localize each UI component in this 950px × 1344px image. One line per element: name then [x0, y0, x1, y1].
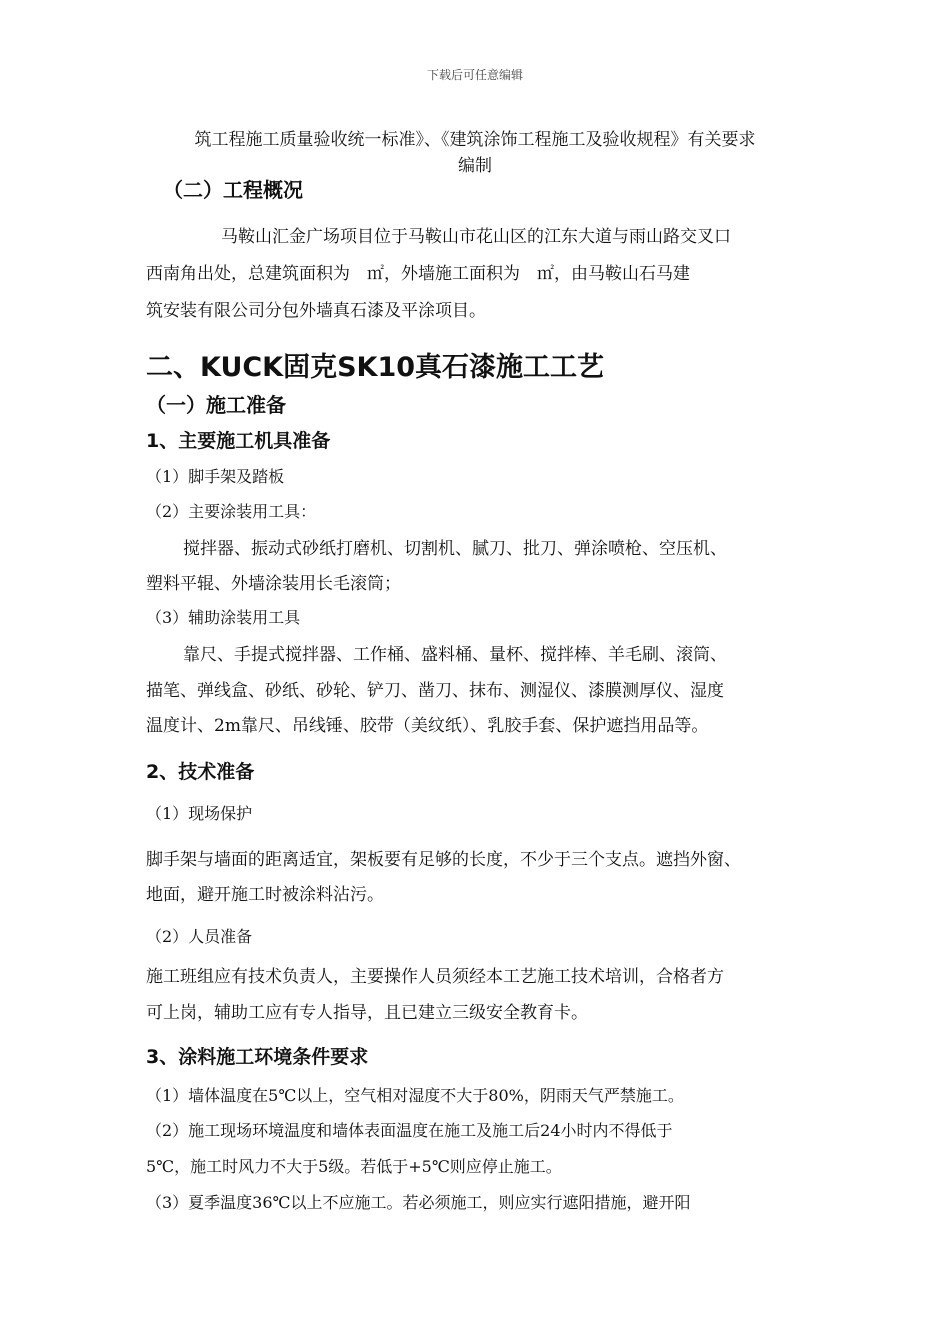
- tools-item-2-line-2: 塑料平辊、外墙涂装用长毛滚筒；: [146, 574, 401, 594]
- intro-line-2: 编制: [458, 156, 492, 176]
- overview-heading: （二）工程概况: [163, 178, 303, 202]
- tools-heading: 1、主要施工机具准备: [146, 430, 331, 452]
- prep-heading: （一）施工准备: [146, 393, 286, 417]
- env-line-3: 5℃，施工时风力不大于5级。若低于+5℃则应停止施工。: [146, 1157, 562, 1176]
- env-line-4: （3）夏季温度36℃以上不应施工。若必须施工，则应实行遮阳措施，避开阳: [146, 1193, 691, 1212]
- tools-item-2-line-1: 搅拌器、振动式砂纸打磨机、切割机、腻刀、批刀、弹涂喷枪、空压机、: [183, 539, 727, 559]
- tech-heading: 2、技术准备: [146, 761, 255, 783]
- section-title: 二、KUCK固克SK10真石漆施工工艺: [146, 352, 605, 383]
- overview-line-1: 马鞍山汇金广场项目位于马鞍山市花山区的江东大道与雨山路交叉口: [221, 227, 731, 247]
- tech-item-2: （2）人员准备: [146, 927, 253, 946]
- tools-item-2: （2）主要涂装用工具：: [146, 502, 317, 521]
- tech-item-2-line-2: 可上岗，辅助工应有专人指导，且已建立三级安全教育卡。: [146, 1003, 588, 1023]
- tech-item-1-line-2: 地面，避开施工时被涂料沾污。: [146, 885, 384, 905]
- tools-item-3: （3）辅助涂装用工具: [146, 608, 301, 627]
- env-line-2: （2）施工现场环境温度和墙体表面温度在施工及施工后24小时内不得低于: [146, 1121, 673, 1140]
- tech-item-1: （1）现场保护: [146, 804, 253, 823]
- tools-item-3-line-1: 靠尺、手提式搅拌器、工作桶、盛料桶、量杯、搅拌棒、羊毛刷、滚筒、: [183, 645, 727, 665]
- overview-line-3: 筑安装有限公司分包外墙真石漆及平涂项目。: [146, 301, 486, 321]
- env-line-1: （1）墙体温度在5℃以上，空气相对湿度不大于80%，阴雨天气严禁施工。: [146, 1086, 684, 1105]
- intro-line-1: 筑工程施工质量验收统一标准》、《建筑涂饰工程施工及验收规程》有关要求: [194, 130, 756, 150]
- tools-item-3-line-3: 温度计、2m靠尺、吊线锤、胶带（美纹纸）、乳胶手套、保护遮挡用品等。: [146, 716, 709, 736]
- tech-item-2-line-1: 施工班组应有技术负责人，主要操作人员须经本工艺施工技术培训，合格者方: [146, 967, 724, 987]
- page-header: 下载后可任意编辑: [426, 68, 523, 82]
- tools-item-1: （1）脚手架及踏板: [146, 467, 285, 486]
- overview-line-2: 西南角出处，总建筑面积为 ㎡，外墙施工面积为 ㎡，由马鞍山石马建: [146, 264, 690, 284]
- tech-item-1-line-1: 脚手架与墙面的距离适宜，架板要有足够的长度，不少于三个支点。遮挡外窗、: [146, 850, 741, 870]
- tools-item-3-line-2: 描笔、弹线盒、砂纸、砂轮、铲刀、凿刀、抹布、测湿仪、漆膜测厚仪、湿度: [146, 681, 724, 701]
- env-heading: 3、涂料施工环境条件要求: [146, 1046, 369, 1068]
